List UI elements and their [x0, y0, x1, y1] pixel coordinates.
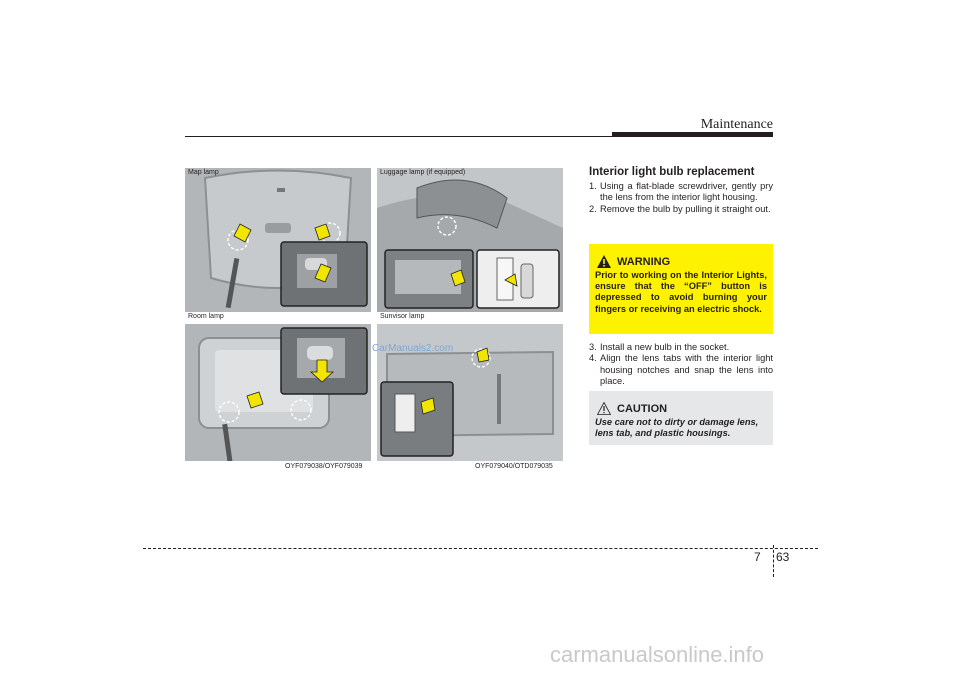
- caution-text: Use care not to dirty or damage lens, lens tab, and plastic housings.: [595, 417, 759, 439]
- page-number-divider: [773, 545, 774, 577]
- step-1-text: Using a flat-blade screwdriver, gently pry the lens from the interior light housing.: [600, 181, 773, 203]
- step-3-number: 3.: [589, 342, 597, 352]
- room-lamp-photo: [185, 324, 371, 461]
- warning-text: Prior to working on the Interior Lights, ensure that the “OFF” button is depressed to avoid burning your fingers or receiving an electric shock.: [595, 270, 767, 314]
- caution-heading: CAUTION: [617, 403, 668, 415]
- steps-list-bottom: [589, 342, 773, 388]
- room-lamp-caption: Room lamp: [188, 313, 224, 320]
- figure-code-left: OYF079038/OYF079039: [285, 463, 363, 470]
- footer-rule: [143, 548, 818, 549]
- step-2: [589, 204, 773, 215]
- caution-triangle-icon: [597, 402, 611, 415]
- step-2-number: 2.: [589, 203, 597, 214]
- step-4-text: Align the lens tabs with the interior light housing notches and snap the lens into place.: [600, 353, 773, 387]
- step-2-text: Remove the bulb by pulling it straight out.: [600, 203, 771, 214]
- step-4-number: 4.: [589, 353, 597, 364]
- sunvisor-lamp-caption: Sunvisor lamp: [380, 313, 425, 320]
- map-lamp-photo: [185, 168, 371, 312]
- warning-box: [589, 244, 773, 334]
- header-rule-thick: [612, 132, 773, 137]
- step-3-text: Install a new bulb in the socket.: [600, 342, 730, 352]
- figure-code-right: OYF079040/OTD079035: [475, 463, 553, 470]
- page-header-title: Maintenance: [700, 117, 773, 132]
- section-title: Interior light bulb replacement: [589, 166, 755, 178]
- luggage-lamp-photo: [377, 168, 563, 312]
- step-1-number: 1.: [589, 181, 597, 191]
- step-4: [589, 353, 773, 387]
- step-1: [589, 181, 773, 204]
- footer-site-mark: carmanualsonline.info: [550, 642, 765, 667]
- page-number: 63: [776, 550, 790, 564]
- step-3: [589, 342, 773, 353]
- steps-list-top: [589, 181, 773, 215]
- caution-box: [589, 391, 773, 445]
- chapter-number: 7: [754, 550, 761, 564]
- luggage-lamp-caption: Luggage lamp (if equipped): [380, 169, 466, 176]
- watermark-text: CarManuals2.com: [372, 343, 454, 354]
- warning-heading: WARNING: [617, 256, 671, 268]
- map-lamp-caption: Map lamp: [188, 169, 219, 176]
- warning-triangle-icon: [597, 255, 611, 268]
